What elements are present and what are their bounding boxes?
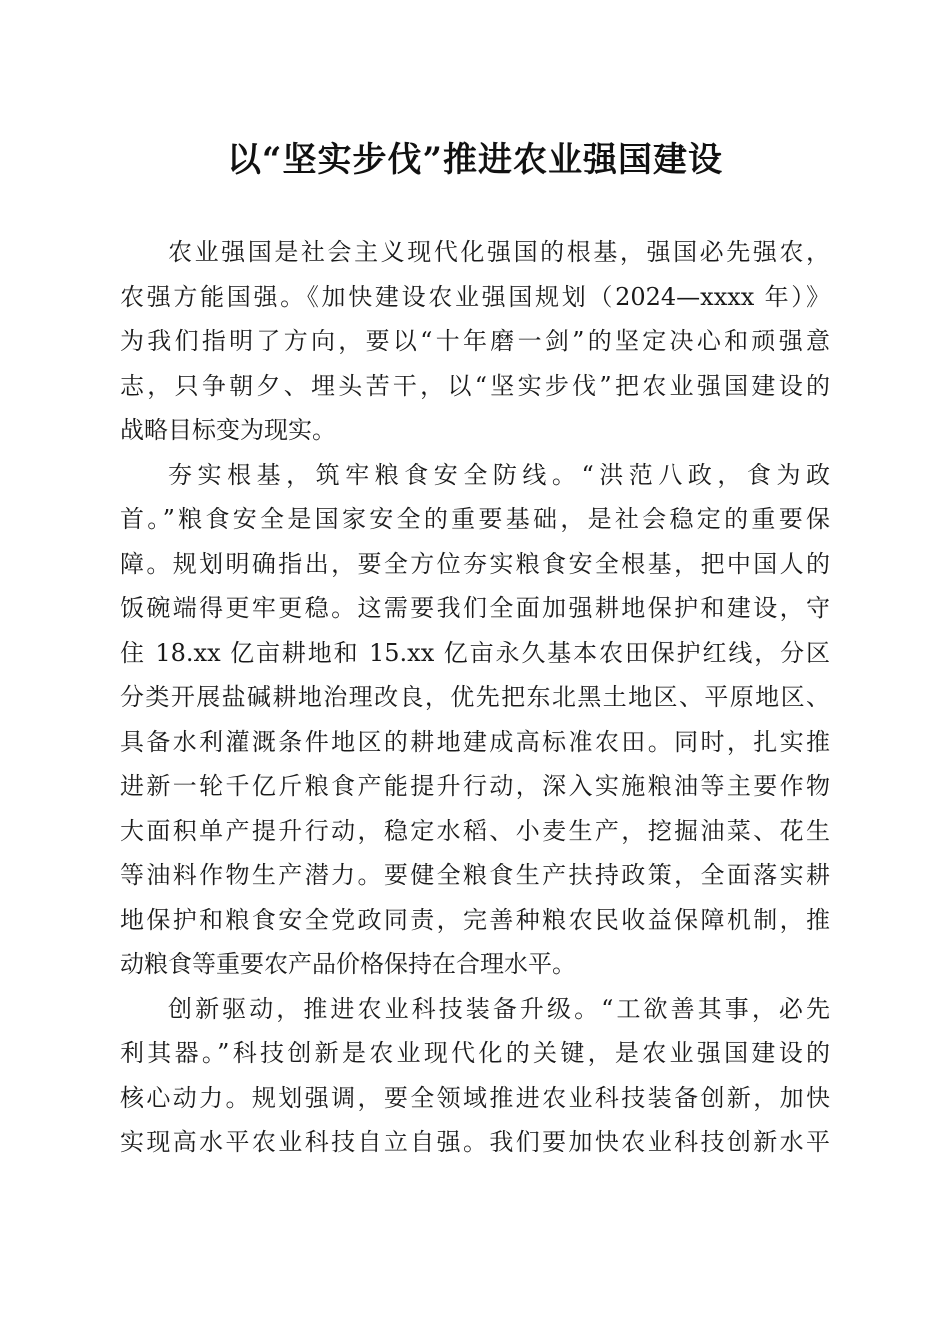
text-line: 大面积单产提升行动，稳定水稻、小麦生产，挖掘油菜、花生 (120, 816, 830, 845)
paragraph (120, 230, 830, 453)
text-line: 首。”粮食安全是国家安全的重要基础，是社会稳定的重要保 (120, 505, 830, 533)
text-line: 核心动力。规划强调，要全领域推进农业科技装备创新，加快 (120, 1083, 830, 1112)
text-line: 动粮食等重要农产品价格保持在合理水平。 (120, 950, 576, 978)
paragraph (120, 987, 830, 1165)
text-line: 为我们指明了方向，要以“十年磨一剑”的坚定决心和顽强意 (120, 327, 830, 355)
document-title: 以“坚实步伐”推进农业强国建设 (226, 140, 724, 180)
text-line: 志，只争朝夕、埋头苦干，以“坚实步伐”把农业强国建设的 (120, 371, 830, 400)
text-line: 进新一轮千亿斤粮食产能提升行动，深入实施粮油等主要作物 (120, 772, 830, 800)
text-line: 饭碗端得更牢更稳。这需要我们全面加强耕地保护和建设，守 (120, 594, 830, 622)
text-line: 农强方能国强。《加快建设农业强国规划（2024—xxxx 年）》 (120, 282, 830, 311)
text-line: 创新驱动，推进农业科技装备升级。“工欲善其事，必先 (168, 994, 830, 1023)
text-line: 实现高水平农业科技自立自强。我们要加快农业科技创新水平 (120, 1128, 830, 1156)
text-line: 障。规划明确指出，要全方位夯实粮食安全根基，把中国人的 (120, 549, 830, 578)
text-line: 利其器。”科技创新是农业现代化的关键，是农业强国建设的 (120, 1039, 830, 1067)
text-line: 住 18.xx 亿亩耕地和 15.xx 亿亩永久基本农田保护红线，分区 (120, 638, 830, 667)
document-body (120, 230, 830, 1165)
text-line: 地保护和粮食安全党政同责，完善种粮农民收益保障机制，推 (120, 905, 830, 934)
text-line: 夯实根基，筑牢粮食安全防线。“洪范八政，食为政 (168, 460, 830, 489)
text-line: 战略目标变为现实。 (120, 416, 336, 444)
text-line: 农业强国是社会主义现代化强国的根基，强国必先强农， (168, 238, 830, 266)
text-line: 分类开展盐碱耕地治理改良，优先把东北黑土地区、平原地区、 (120, 683, 830, 711)
text-line: 等油料作物生产潜力。要健全粮食生产扶持政策，全面落实耕 (120, 861, 830, 889)
paragraph (120, 453, 830, 987)
text-line: 具备水利灌溉条件地区的耕地建成高标准农田。同时，扎实推 (120, 727, 830, 756)
